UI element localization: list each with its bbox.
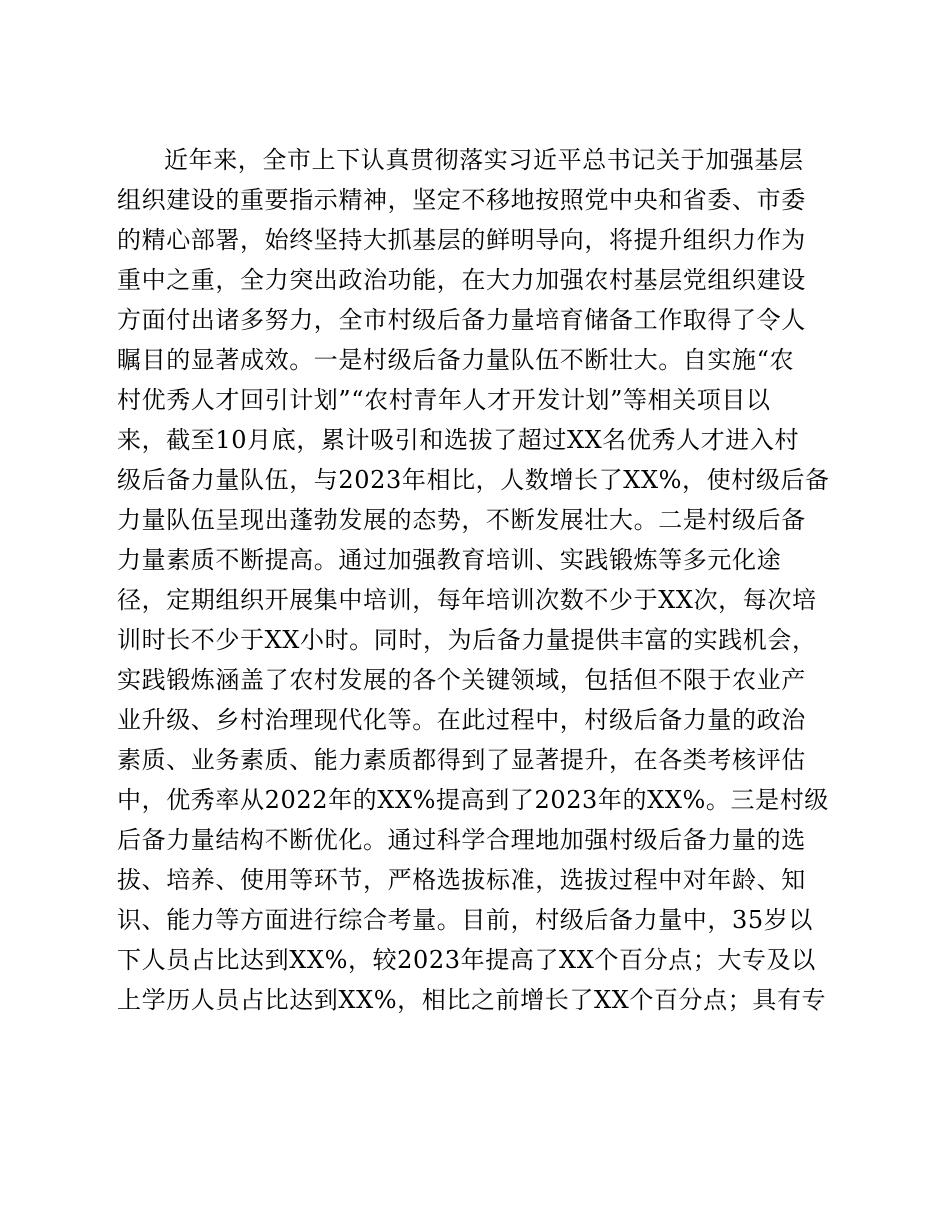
body-paragraph bbox=[117, 140, 837, 1020]
paragraph-line: 村优秀人才回引计划”“农村青年人才开发计划”等相关项目以 bbox=[117, 386, 771, 414]
paragraph-line: 力量素质不断提高。通过加强教育培训、实践锻炼等多元化途 bbox=[117, 546, 782, 574]
paragraph-line: 力量队伍呈现出蓬勃发展的态势，不断发展壮大。二是村级后备 bbox=[117, 506, 806, 534]
paragraph-line: 训时长不少于XX小时。同时，为后备力量提供丰富的实践机会， bbox=[117, 626, 817, 654]
paragraph-line: 瞩目的显著成效。一是村级后备力量队伍不断壮大。自实施“农 bbox=[117, 346, 795, 374]
paragraph-line: 径，定期组织开展集中培训，每年培训次数不少于XX次，每次培 bbox=[117, 586, 817, 614]
paragraph-line: 来，截至10月底，累计吸引和选拔了超过XX名优秀人才进入村 bbox=[117, 426, 800, 454]
paragraph-line: 方面付出诸多努力，全市村级后备力量培育储备工作取得了令人 bbox=[117, 306, 806, 334]
paragraph-line: 上学历人员占比达到XX%，相比之前增长了XX个百分点；具有专 bbox=[117, 986, 827, 1014]
paragraph-line: 下人员占比达到XX%，较2023年提高了XX个百分点；大专及以 bbox=[117, 946, 816, 974]
paragraph-line: 实践锻炼涵盖了农村发展的各个关键领域，包括但不限于农业产 bbox=[117, 666, 806, 694]
paragraph-line: 组织建设的重要指示精神，坚定不移地按照党中央和省委、市委 bbox=[117, 186, 806, 214]
paragraph-line: 近年来，全市上下认真贯彻落实习近平总书记关于加强基层 bbox=[164, 146, 804, 174]
paragraph-line: 识、能力等方面进行综合考量。目前，村级后备力量中，35岁以 bbox=[117, 906, 813, 934]
paragraph-line: 业升级、乡村治理现代化等。在此过程中，村级后备力量的政治 bbox=[117, 706, 806, 734]
paragraph-line: 拔、培养、使用等环节，严格选拔标准，选拔过程中对年龄、知 bbox=[117, 866, 806, 894]
paragraph-line: 素质、业务素质、能力素质都得到了显著提升，在各类考核评估 bbox=[117, 746, 806, 774]
paragraph-line: 后备力量结构不断优化。通过科学合理地加强村级后备力量的选 bbox=[117, 826, 806, 854]
paragraph-line: 重中之重，全力突出政治功能，在大力加强农村基层党组织建设 bbox=[117, 266, 806, 294]
paragraph-line: 中，优秀率从2022年的XX%提高到了2023年的XX%。三是村级 bbox=[117, 786, 829, 814]
paragraph-line: 级后备力量队伍，与2023年相比，人数增长了XX%，使村级后备 bbox=[117, 466, 830, 494]
paragraph-line: 的精心部署，始终坚持大抓基层的鲜明导向，将提升组织力作为 bbox=[117, 226, 806, 254]
